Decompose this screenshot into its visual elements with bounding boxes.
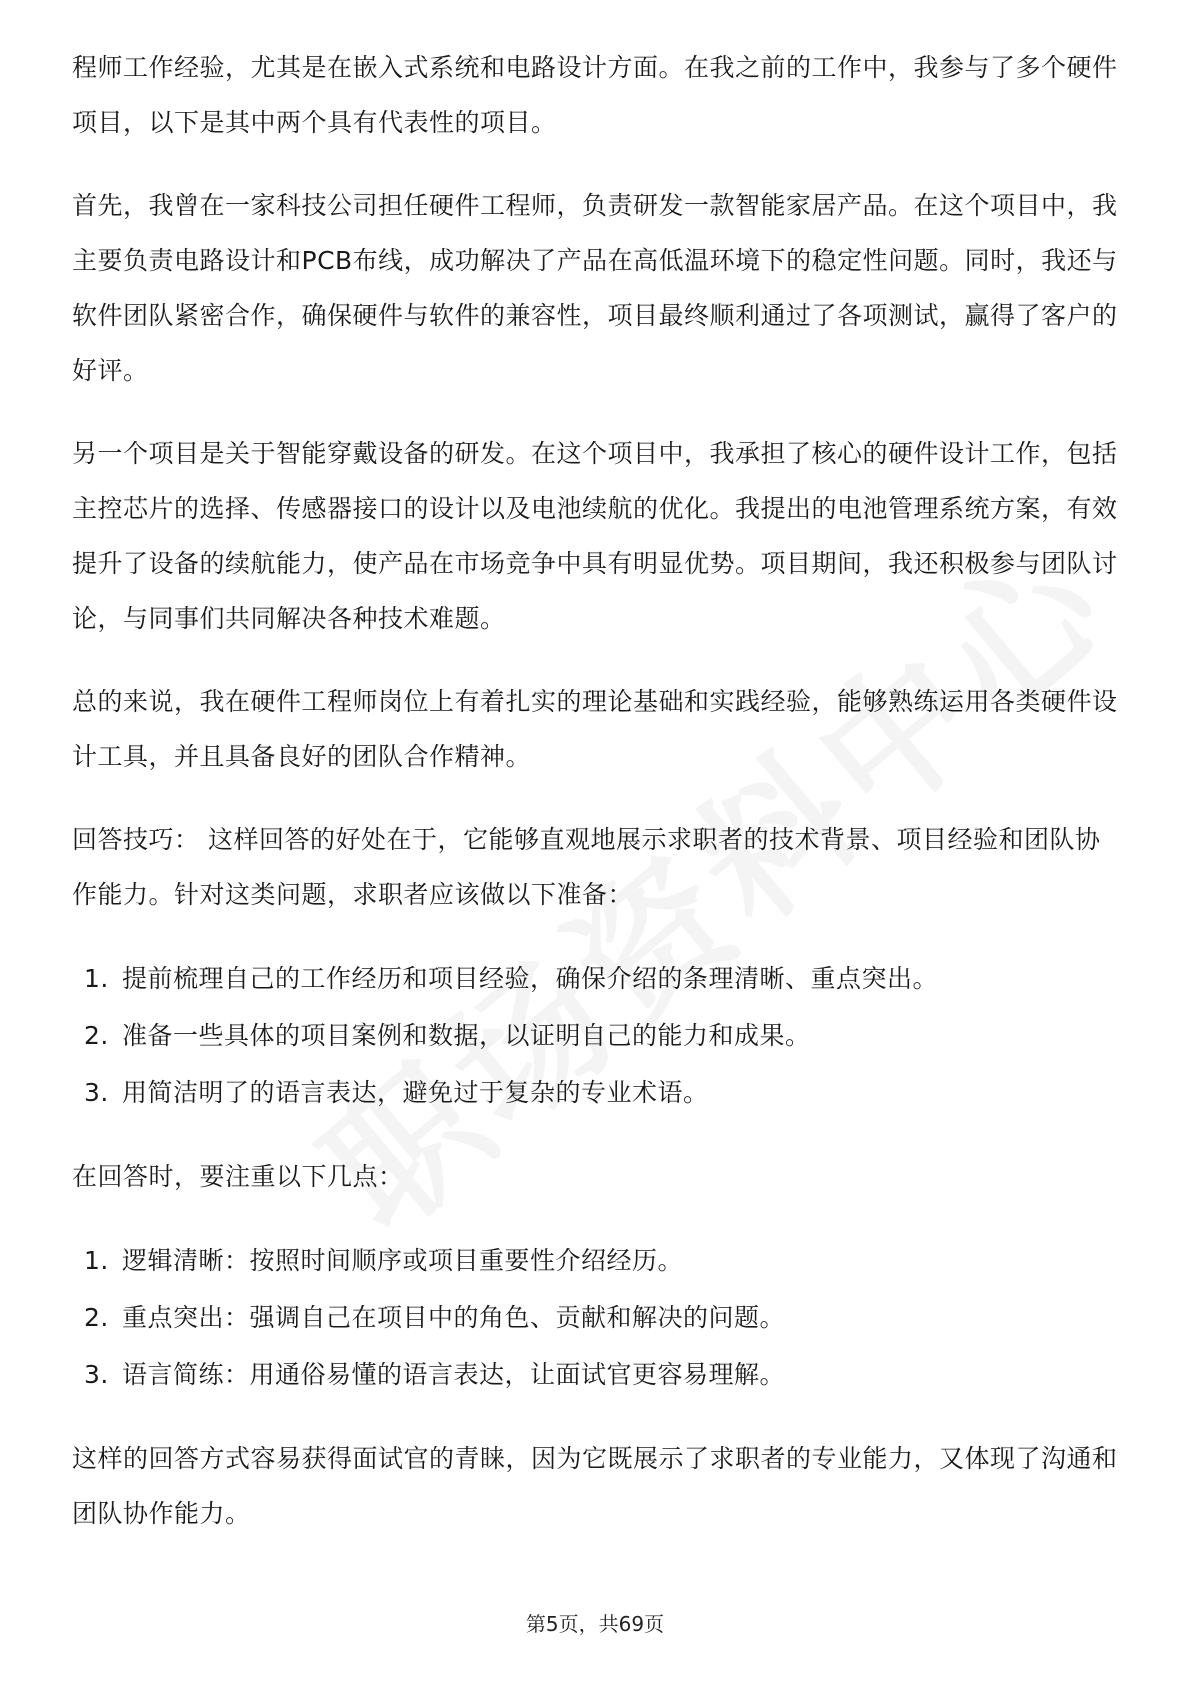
list-item xyxy=(72,1232,1122,1289)
list-item-number: 3. xyxy=(84,1360,109,1389)
paragraph-experience-intro: 程师工作经验，尤其是在嵌入式系统和电路设计方面。在我之前的工作中，我参与了多个硬件项目，以下是其中两个具有代表性的项目。 xyxy=(72,53,1118,137)
paragraph-key-points: 在回答时，要注重以下几点： xyxy=(72,1162,404,1191)
paragraph-answer-tips: 回答技巧： 这样回答的好处在于，它能够直观地展示求职者的技术背景、项目经验和团队协作能力。针对这类问题，求职者应该做以下准备： xyxy=(72,825,1101,909)
list-item-text: 用简洁明了的语言表达，避免过于复杂的专业术语。 xyxy=(122,1078,709,1107)
list-item-text: 准备一些具体的项目案例和数据，以证明自己的能力和成果。 xyxy=(122,1021,811,1050)
paragraph-summary: 总的来说，我在硬件工程师岗位上有着扎实的理论基础和实践经验，能够熟练运用各类硬件设计工具，并且具备良好的团队合作精神。 xyxy=(72,687,1118,771)
key-points-list xyxy=(72,1232,1122,1403)
list-item-text: 逻辑清晰：按照时间顺序或项目重要性介绍经历。 xyxy=(122,1246,684,1275)
page-number: 第5页，共69页 xyxy=(525,1612,665,1636)
list-item xyxy=(72,1289,1122,1346)
list-item-number: 1. xyxy=(84,1246,109,1275)
paragraph-smart-home-project: 首先，我曾在一家科技公司担任硬件工程师，负责研发一款智能家居产品。在这个项目中，我主要负责电路设计和PCB布线，成功解决了产品在高低温环境下的稳定性问题。同时，我还与软件团队紧密合作，确保硬件与软件的兼容性，项目最终顺利通过了各项测试，赢得了客户的好评。 xyxy=(72,191,1118,385)
list-item-number: 2. xyxy=(84,1303,109,1332)
list-item-text: 语言简练：用通俗易懂的语言表达，让面试官更容易理解。 xyxy=(122,1360,786,1389)
list-item-number: 1. xyxy=(84,964,109,993)
list-item xyxy=(72,1346,1122,1403)
paragraph-wearable-project: 另一个项目是关于智能穿戴设备的研发。在这个项目中，我承担了核心的硬件设计工作，包括主控芯片的选择、传感器接口的设计以及电池续航的优化。我提出的电池管理系统方案，有效提升了设备的续航能力，使产品在市场竞争中具有明显优势。项目期间，我还积极参与团队讨论，与同事们共同解决各种技术难题。 xyxy=(72,439,1118,633)
list-item-text: 提前梳理自己的工作经历和项目经验，确保介绍的条理清晰、重点突出。 xyxy=(122,964,939,993)
list-item-text: 重点突出：强调自己在项目中的角色、贡献和解决的问题。 xyxy=(122,1303,786,1332)
list-item xyxy=(72,1064,1122,1121)
document-body xyxy=(72,40,1122,1569)
preparation-list xyxy=(72,950,1122,1121)
list-item-number: 2. xyxy=(84,1021,109,1050)
list-item-number: 3. xyxy=(84,1078,109,1107)
list-item xyxy=(72,950,1122,1007)
list-item xyxy=(72,1007,1122,1064)
paragraph-conclusion: 这样的回答方式容易获得面试官的青睐，因为它既展示了求职者的专业能力，又体现了沟通和团队协作能力。 xyxy=(72,1444,1118,1528)
